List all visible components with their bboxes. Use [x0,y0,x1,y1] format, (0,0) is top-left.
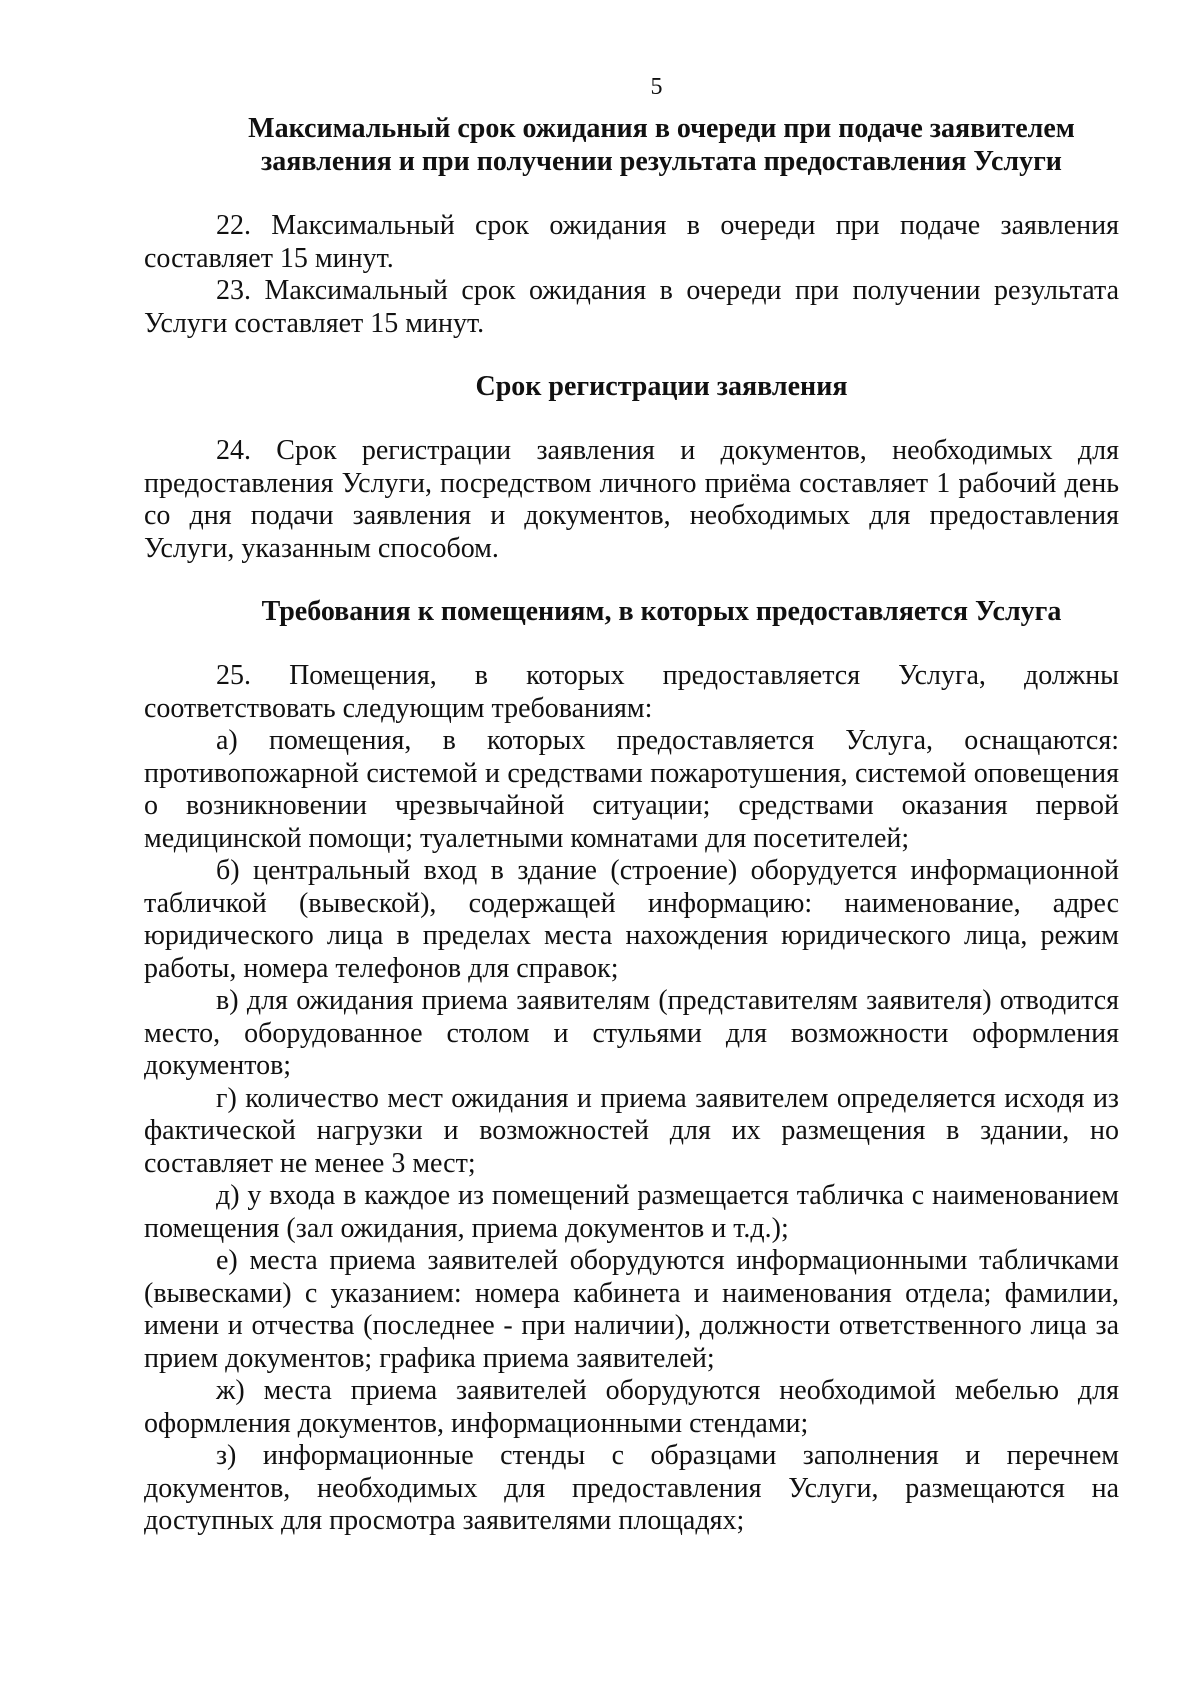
list-item-a: а) помещения, в которых предоставляется Услуга, оснащаются: противопожарной системой и средствами пожаротушения, системой оповещения о возникновении чрезвычайной ситуации; средствами оказания первой медицинской помощи; туалетными комнатами для посетителей; [144,725,1119,854]
page-number: 5 [650,74,663,100]
paragraph-25: 25. Помещения, в которых предоставляется Услуга, должны соответствовать следующим требованиям: [144,660,1119,724]
section-waiting-time [144,210,1119,340]
section-heading-premises: Требования к помещениям, в которых предоставляется Услуга [261,596,1062,627]
paragraph-24: 24. Срок регистрации заявления и документов, необходимых для предоставления Услуги, посредством личного приёма составляет 1 рабочий день со дня подачи заявления и документов, необходимых для предоставления Услуги, указанным способом. [144,435,1119,564]
section-premises [144,660,1119,1538]
list-item-e: е) места приема заявителей оборудуются информационными табличками (вывесками) с указанием: номера кабинета и наименования отдела; фамилии, имени и отчества (последнее - при наличии), должности ответственного лица за прием документов; графика приема заявителей; [144,1245,1119,1374]
list-item-v: в) для ожидания приема заявителям (представителям заявителя) отводится место, оборудованное столом и стульями для возможности оформления документов; [144,985,1119,1081]
list-item-b: б) центральный вход в здание (строение) оборудуется информационной табличкой (вывеской), содержащей информацию: наименование, адрес юридического лица в пределах места нахождения юридического лица, режим работы, номера телефонов для справок; [144,855,1119,984]
list-item-zh: ж) места приема заявителей оборудуются необходимой мебелью для оформления документов, информационными стендами; [144,1375,1119,1439]
list-item-d: д) у входа в каждое из помещений размещается табличка с наименованием помещения (зал ожидания, приема документов и т.д.); [144,1180,1119,1244]
list-item-g: г) количество мест ожидания и приема заявителем определяется исходя из фактической нагрузки и возможностей для их размещения в здании, но составляет не менее 3 мест; [144,1082,1119,1179]
heading-line: Максимальный срок ожидания в очереди при подаче заявителем [248,113,1075,144]
paragraph-22: 22. Максимальный срок ожидания в очереди при подаче заявления составляет 15 минут. [144,210,1119,274]
heading-line: заявления и при получении результата предоставления Услуги [261,146,1062,177]
paragraph-23: 23. Максимальный срок ожидания в очереди при получении результата Услуги составляет 15 минут. [144,275,1119,339]
section-heading-waiting-time [144,112,1119,178]
list-item-z: з) информационные стенды с образцами заполнения и перечнем документов, необходимых для предоставления Услуги, размещаются на доступных для просмотра заявителями площадях; [144,1440,1119,1536]
section-registration [144,435,1119,565]
section-heading-registration: Срок регистрации заявления [475,371,848,402]
